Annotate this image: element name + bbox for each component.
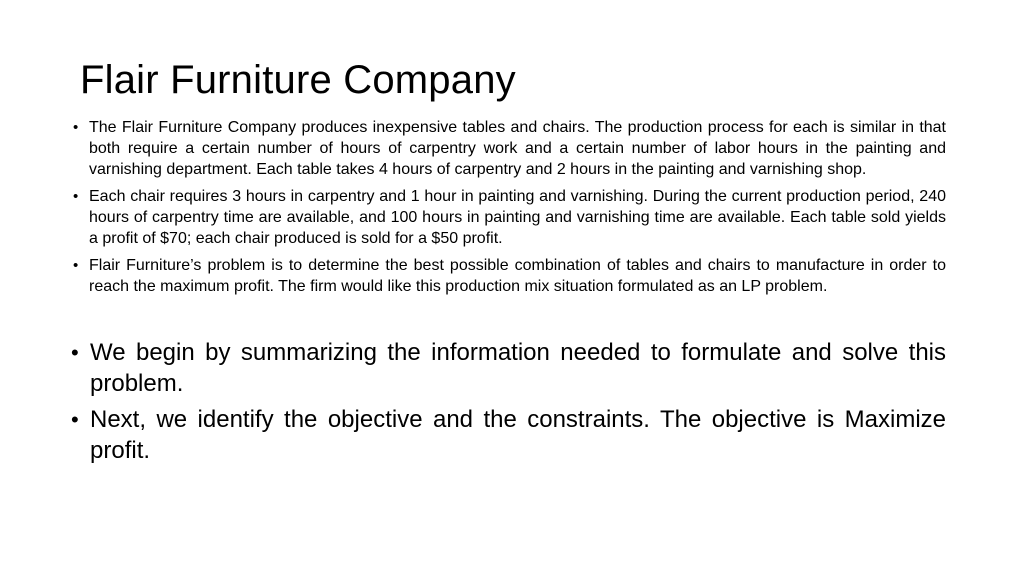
bullet-text: We begin by summarizing the information needed to formulate and solve this problem. bbox=[90, 339, 946, 397]
bullet-item bbox=[70, 186, 946, 249]
bullet-dot-icon: • bbox=[71, 407, 79, 432]
bullet-text: Each chair requires 3 hours in carpentry and 1 hour in painting and varnishing. During the current production period, 240 hours of carpentry time are available, and 100 hours in painting and varnishing time are available. Each table sold yields a profit of $70; each chair produced is sold for a $50 profit. bbox=[89, 188, 946, 247]
bullet-item bbox=[70, 255, 946, 297]
bullet-item bbox=[70, 117, 946, 180]
bullet-list bbox=[70, 117, 946, 471]
bullet-item-large bbox=[70, 404, 946, 466]
bullet-text: The Flair Furniture Company produces inexpensive tables and chairs. The production process for each is similar in that both require a certain number of hours of carpentry work and a certain number of labor hours in the painting and varnishing department. Each table takes 4 hours of carpentry and 2 hours in the painting and varnishing shop. bbox=[89, 119, 946, 178]
bullet-item-large bbox=[70, 337, 946, 399]
slide-title: Flair Furniture Company bbox=[80, 58, 516, 102]
bullet-dot-icon: • bbox=[73, 119, 79, 136]
bullet-text: Next, we identify the objective and the constraints. The objective is Maximize profit. bbox=[90, 406, 946, 464]
spacer bbox=[70, 303, 946, 337]
bullet-dot-icon: • bbox=[73, 257, 79, 274]
bullet-dot-icon: • bbox=[71, 340, 79, 365]
bullet-dot-icon: • bbox=[73, 188, 79, 205]
bullet-text: Flair Furniture’s problem is to determine the best possible combination of tables and chairs to manufacture in order to reach the maximum profit. The firm would like this production mix situation formulated as an LP problem. bbox=[89, 257, 946, 295]
